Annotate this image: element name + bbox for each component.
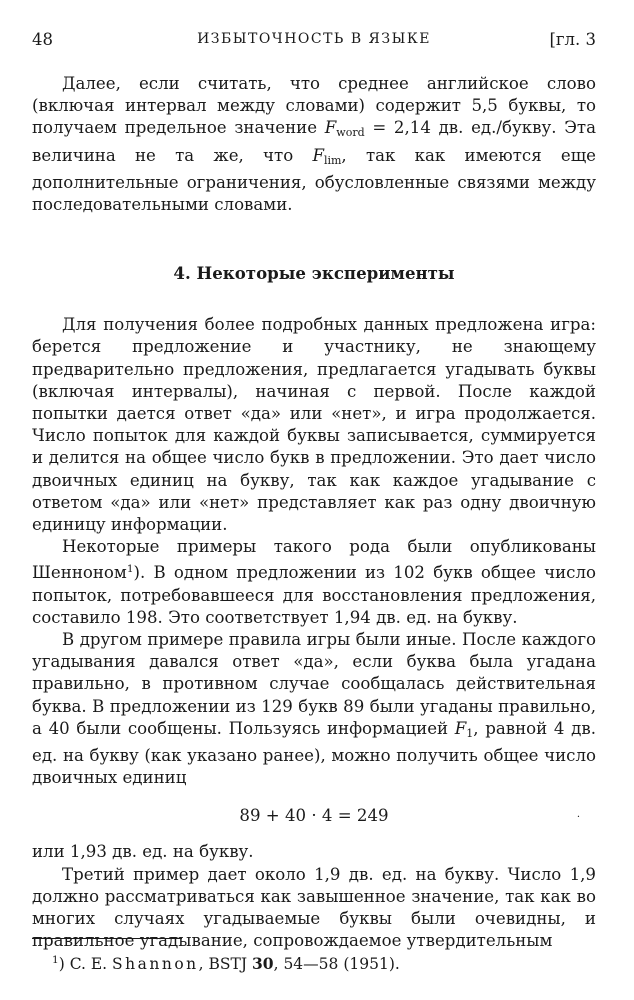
section-heading: 4. Некоторые эксперименты bbox=[173, 263, 455, 284]
symbol-F: F bbox=[312, 145, 324, 165]
chapter-marker: [гл. 3 bbox=[549, 30, 596, 49]
stray-mark: · bbox=[576, 812, 580, 824]
book-page bbox=[32, 30, 596, 953]
paragraph-5: или 1,93 дв. ед. на букву. bbox=[32, 842, 254, 862]
subscript-word: word bbox=[336, 126, 365, 140]
subscript-lim: lim bbox=[323, 153, 342, 167]
footnote: $^1$) C. E. Shannon, BSTJ 30, 54—58 (1951). bbox=[52, 954, 400, 973]
formula-text: 89 + 40 · 4 = 249 bbox=[239, 806, 389, 826]
paragraph-2: Для получения более подробных данных предложена игра: берется предложение и участнику, не знающему предварительно предложения, предлагается угадывать буквы (включая интервалы), начиная с первой. После каждой попытки дается ответ «да» или «нет», и игра продолжается. Число попыток для каждой буквы записывается, суммируется и делится на общее число букв в предложении. Это дает число двоичных единиц на букву, так как каждое угадывание с ответом «да» или «нет» представляет как раз одну двоичную единицу информации. bbox=[32, 315, 596, 535]
footnote-rule bbox=[32, 938, 182, 939]
paragraph-6: Третий пример дает около 1,9 дв. ед. на букву. Число 1,9 должно рассматриваться как завышенное значение, так как во многих случаях угадываемые буквы были очевидны, и правильное угадывание, сопровождаемое утвердительным bbox=[32, 864, 596, 951]
paragraph-3: Некоторые примеры такого рода были опубликованы Шенноном$^1$). В одном предложении из 102 букв общее число попыток, потребовавшееся для восстановления предложения, составило 198. Это соответствует 1,94 дв. ед. на букву. bbox=[32, 537, 596, 627]
running-header bbox=[32, 30, 596, 54]
symbol-F: F bbox=[324, 118, 337, 138]
footnote-ref: 1 bbox=[126, 563, 134, 576]
subscript-1: 1 bbox=[466, 726, 474, 740]
footnote-initials: C. E. bbox=[69, 955, 108, 973]
footnote-volume: 30 bbox=[252, 954, 274, 973]
footnote-pages: , 54—58 (1951). bbox=[273, 955, 400, 973]
running-title: ИЗБЫТОЧНОСТЬ В ЯЗЫКЕ bbox=[197, 31, 431, 47]
footnote-journal: BSTJ bbox=[208, 955, 248, 973]
symbol-F: F bbox=[454, 718, 467, 738]
paragraph-1: Далее, если считать, что среднее английское слово (включая интервал между словами) содержит 5,5 буквы, то получаем предельное значение $F_{word} = 2,14$ дв. ед./букву. Эта величина не та же, что $F_{lim}$, так как имеются еще дополнительные ограничения, обусловленные связями между последовательными словами. bbox=[32, 74, 596, 215]
formula bbox=[32, 805, 596, 827]
paragraph-4: В другом примере правила игры были иные. После каждого угадывания давался ответ «да», если буква была угадана правильно, в противном случае сообщалась действительная буква. В предложении из 129 букв 89 были угаданы правильно, а 40 были сообщены. Пользуясь информацией $F_1$, равной 4 дв. ед. на букву (как указано ранее), можно получить общее число двоичных единиц bbox=[32, 630, 596, 788]
footnote-author: Shannon bbox=[112, 955, 199, 973]
page-number: 48 bbox=[32, 30, 53, 49]
footnote-marker: 1 bbox=[52, 954, 59, 966]
